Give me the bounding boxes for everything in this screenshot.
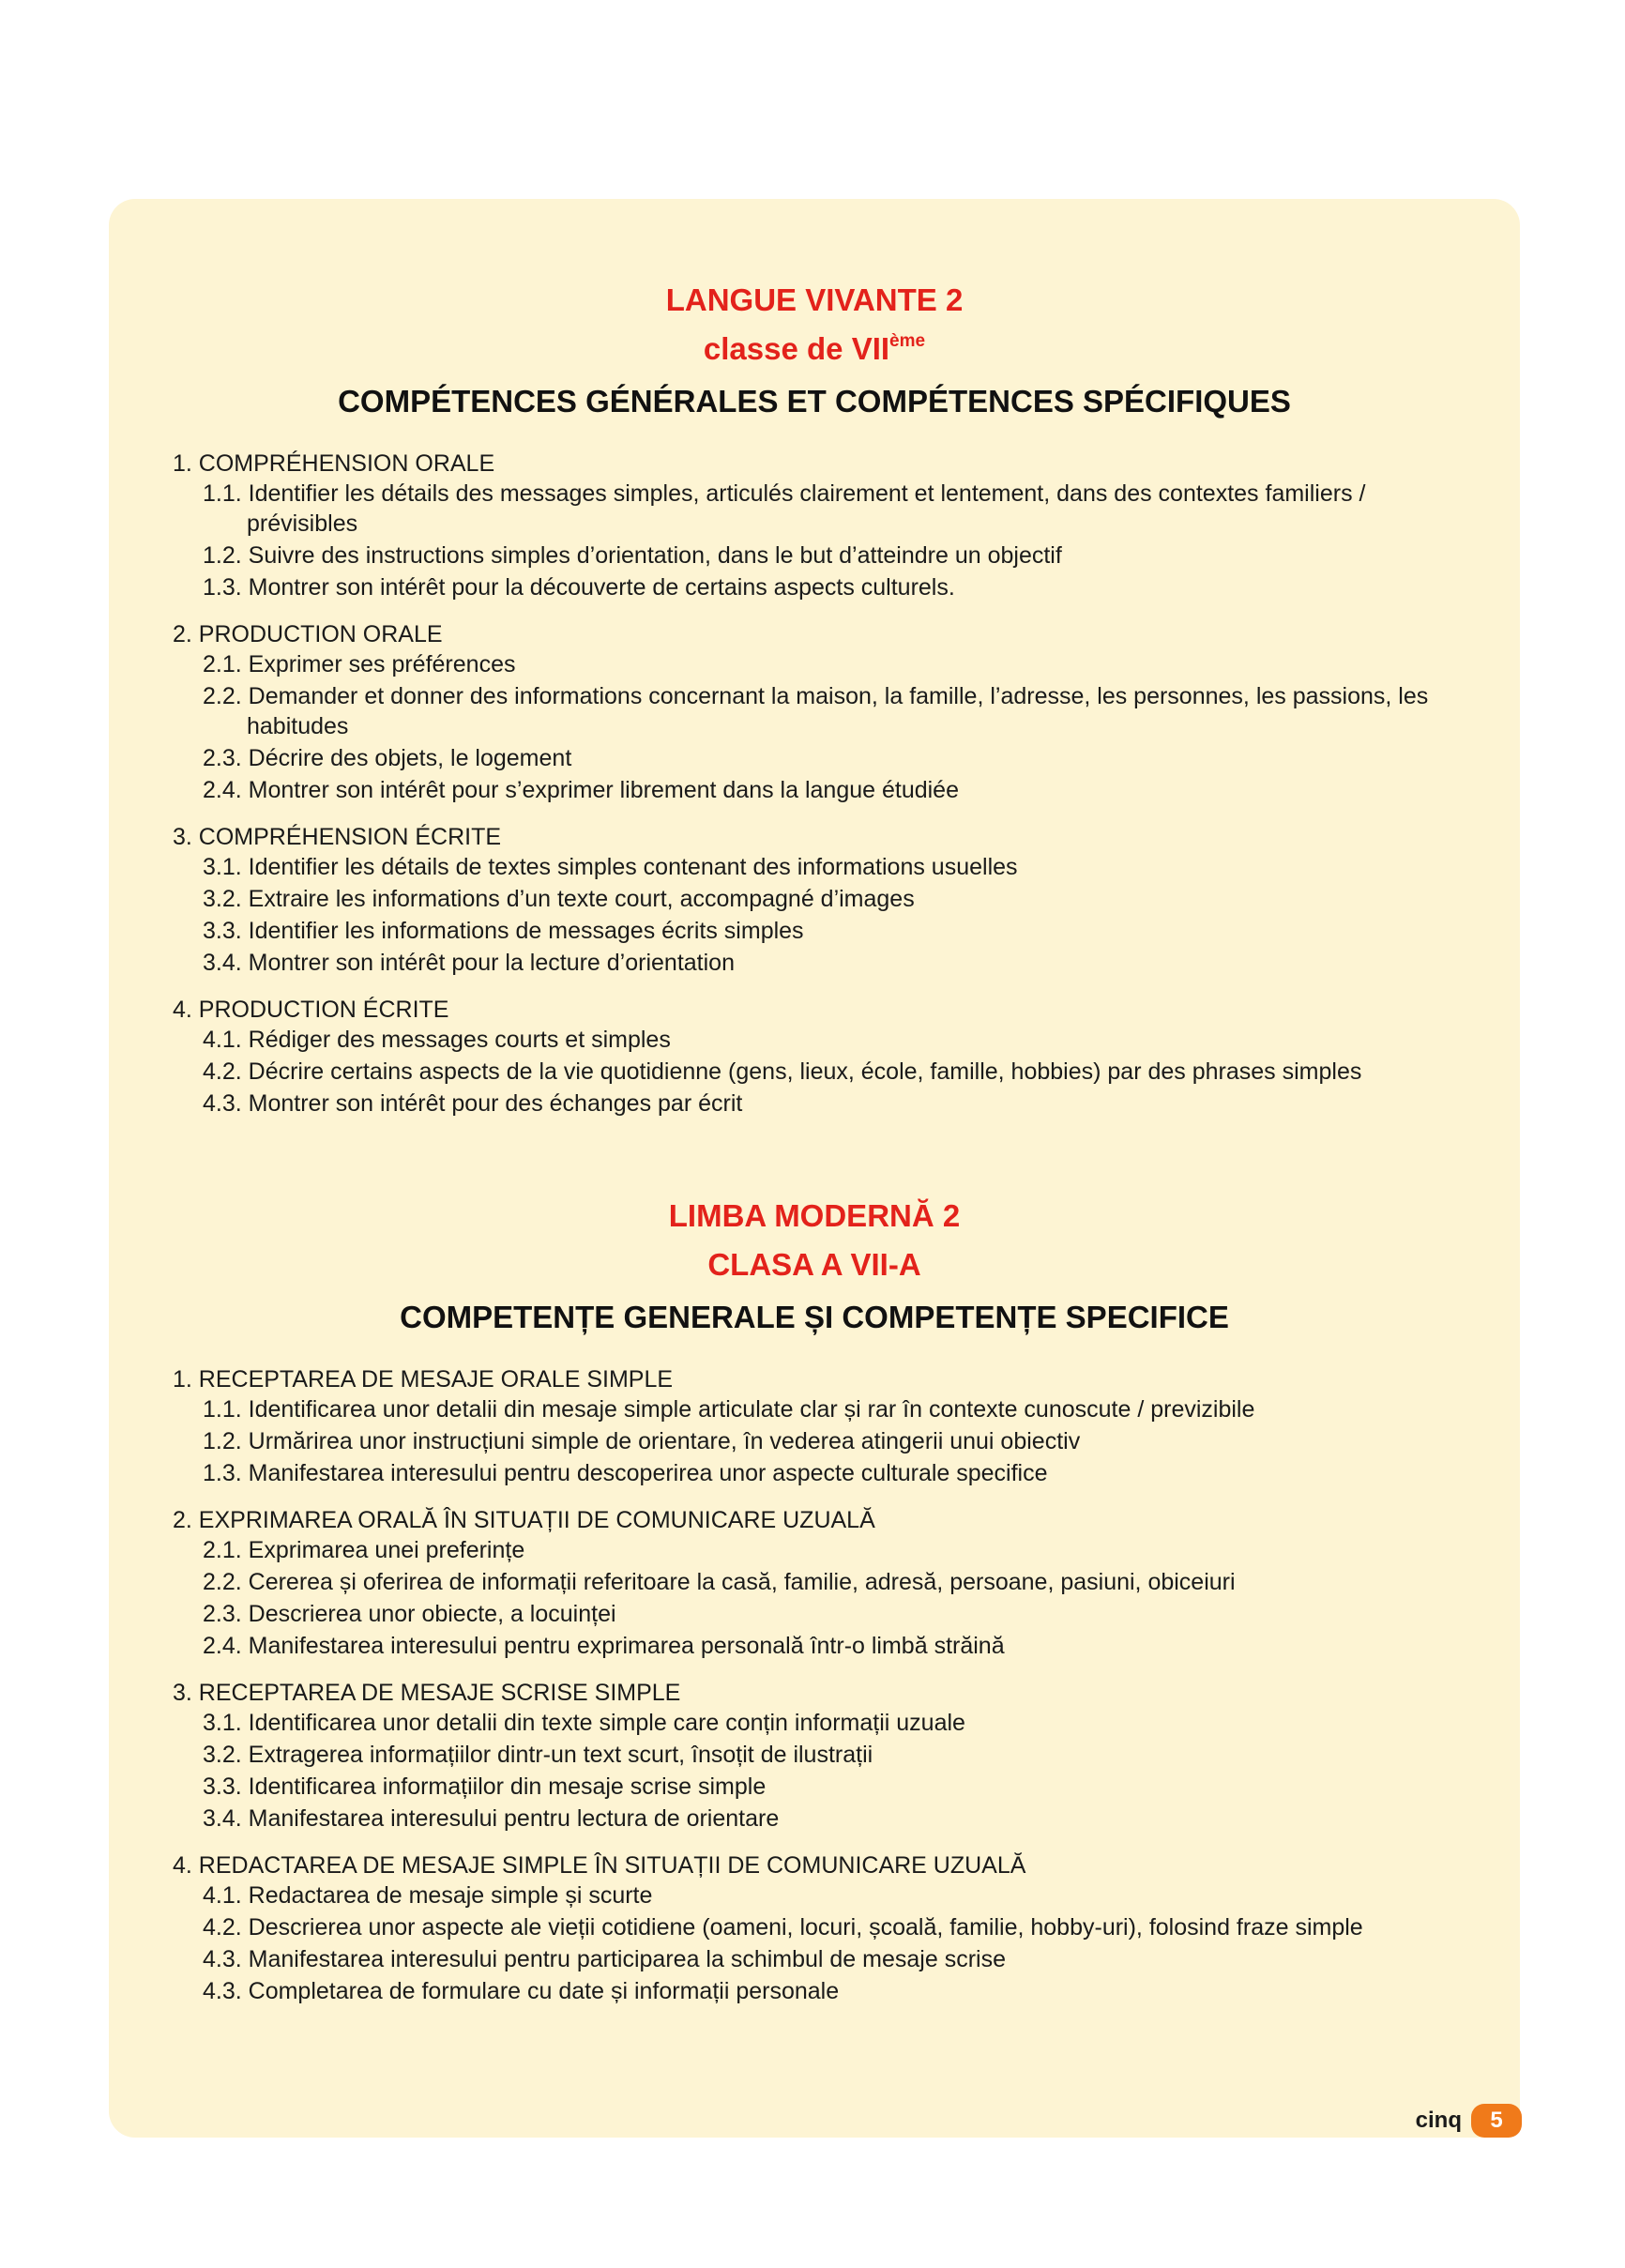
competence-item: 4.3. Completarea de formulare cu date și informații personale: [203, 1978, 840, 2004]
competence-item: 4.1. Redactarea de mesaje simple și scurte: [203, 1882, 653, 1909]
competence-item: 2.3. Décrire des objets, le logement: [203, 745, 572, 771]
competence-item: 3.3. Identificarea informațiilor din mesaje scrise simple: [203, 1773, 767, 1800]
competence-item: 1.2. Urmărirea unor instrucțiuni simple de orientare, în vederea atingerii unui obiectiv: [203, 1428, 1081, 1454]
competence-item: 4.1. Rédiger des messages courts et simples: [203, 1027, 671, 1053]
competence-item: 2.1. Exprimer ses préférences: [203, 651, 516, 677]
competence-group: [173, 822, 1464, 978]
romanian-subtitle: COMPETENȚE GENERALE ȘI COMPETENȚE SPECIFICE: [400, 1300, 1229, 1334]
competence-group: [173, 1678, 1464, 1834]
group-heading: 4. REDACTAREA DE MESAJE SIMPLE ÎN SITUAȚII DE COMUNICARE UZUALĂ: [173, 1852, 1026, 1879]
competence-item: 3.2. Extragerea informațiilor dintr-un text scurt, însoțit de ilustrații: [203, 1742, 873, 1768]
competence-item: 1.1. Identificarea unor detalii din mesaje simple articulate clar și rar în contexte cunoscute / previzibile: [203, 1396, 1255, 1423]
romanian-title: LIMBA MODERNĂ 2: [668, 1198, 961, 1233]
competence-group: [173, 995, 1464, 1119]
competence-item: 2.3. Descrierea unor obiecte, a locuinței: [203, 1601, 616, 1627]
competence-item: 2.4. Montrer son intérêt pour s’exprimer librement dans la langue étudiée: [203, 777, 959, 803]
french-title: [109, 276, 1520, 325]
competence-item: 1.3. Manifestarea interesului pentru descoperirea unor aspecte culturale specifice: [203, 1460, 1048, 1486]
page-word: cinq: [1415, 2108, 1462, 2133]
french-title-superscript: ème: [889, 331, 926, 351]
page-number-badge: 5: [1471, 2104, 1522, 2138]
competence-group: [173, 1850, 1464, 2006]
competence-item: 1.1. Identifier les détails des messages simples, articulés clairement et lentement, dans des contextes familiers / prévisibles: [203, 480, 1366, 537]
competence-item: 4.3. Montrer son intérêt pour des échanges par écrit: [203, 1090, 743, 1117]
french-class-title: [109, 325, 1520, 373]
competence-item: 4.2. Décrire certains aspects de la vie quotidienne (gens, lieux, école, famille, hobbies) par des phrases simples: [203, 1058, 1362, 1085]
competence-item: 3.1. Identificarea unor detalii din texte simple care conțin informații uzuale: [203, 1710, 965, 1736]
romanian-section: [109, 1192, 1520, 2023]
competence-group: [173, 619, 1464, 805]
competence-group: [173, 1505, 1464, 1661]
competence-item: 3.1. Identifier les détails de textes simples contenant des informations usuelles: [203, 854, 1018, 880]
competence-item: 2.1. Exprimarea unei preferințe: [203, 1537, 525, 1563]
french-title-line2: classe de VII: [703, 331, 890, 366]
french-title-line1: LANGUE VIVANTE 2: [665, 282, 964, 317]
group-heading: 2. PRODUCTION ORALE: [173, 621, 443, 647]
competence-item: 1.3. Montrer son intérêt pour la découverte de certains aspects culturels.: [203, 574, 955, 601]
competence-item: 3.4. Montrer son intérêt pour la lecture d’orientation: [203, 950, 735, 976]
group-heading: 1. RECEPTAREA DE MESAJE ORALE SIMPLE: [173, 1366, 674, 1393]
content-panel: [109, 199, 1520, 2138]
competence-item: 3.4. Manifestarea interesului pentru lectura de orientare: [203, 1805, 780, 1832]
french-subtitle: COMPÉTENCES GÉNÉRALES ET COMPÉTENCES SPÉCIFIQUES: [338, 384, 1291, 419]
competence-group: [173, 449, 1464, 602]
competence-item: 3.3. Identifier les informations de messages écrits simples: [203, 918, 804, 944]
competence-item: 4.2. Descrierea unor aspecte ale vieții cotidiene (oameni, locuri, școală, familie, hobby-uri), folosind fraze simple: [203, 1914, 1363, 1941]
competence-group: [173, 1364, 1464, 1488]
competence-item: 1.2. Suivre des instructions simples d’orientation, dans le but d’atteindre un objectif: [203, 542, 1062, 569]
group-heading: 4. PRODUCTION ÉCRITE: [173, 997, 449, 1023]
competence-item: 3.2. Extraire les informations d’un texte court, accompagné d’images: [203, 886, 915, 912]
group-heading: 3. RECEPTAREA DE MESAJE SCRISE SIMPLE: [173, 1680, 681, 1706]
competence-item: 2.2. Demander et donner des informations concernant la maison, la famille, l’adresse, les personnes, les passions, les habitudes: [203, 683, 1429, 739]
french-competence-list: [109, 449, 1520, 1119]
group-heading: 2. EXPRIMAREA ORALĂ ÎN SITUAȚII DE COMUNICARE UZUALĂ: [173, 1507, 875, 1533]
page-footer: [1416, 2104, 1522, 2138]
romanian-class-title: CLASA A VII-A: [707, 1247, 921, 1282]
competence-item: 4.3. Manifestarea interesului pentru participarea la schimbul de mesaje scrise: [203, 1946, 1006, 1972]
competence-item: 2.4. Manifestarea interesului pentru exprimarea personală într-o limbă străină: [203, 1633, 1005, 1659]
group-heading: 1. COMPRÉHENSION ORALE: [173, 450, 495, 477]
group-heading: 3. COMPRÉHENSION ÉCRITE: [173, 824, 502, 850]
romanian-competence-list: [109, 1364, 1520, 2006]
competence-item: 2.2. Cererea și oferirea de informații referitoare la casă, familie, adresă, persoane, pasiuni, obiceiuri: [203, 1569, 1236, 1595]
french-section: [109, 276, 1520, 1135]
